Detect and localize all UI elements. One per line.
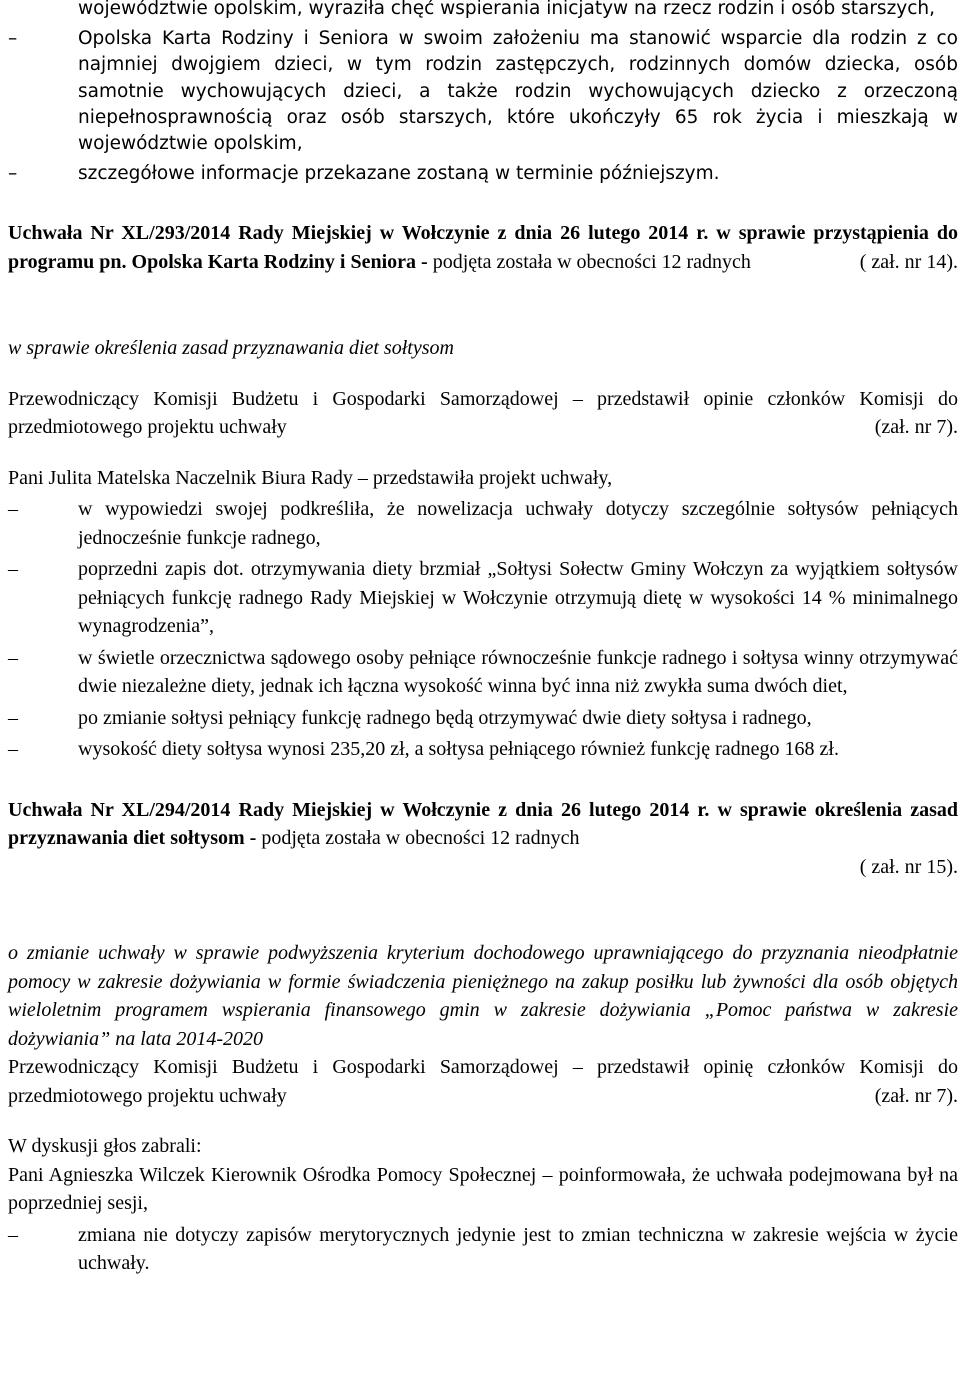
committee-opinion: Przewodniczący Komisji Budżetu i Gospodarki Samorządowej – przedstawił opinie członków Komisji do przedmiotowego projektu uchwały	[8, 387, 958, 439]
section-meals	[8, 939, 958, 1278]
speaker-intro: Pani Julita Matelska Naczelnik Biura Rady – przedstawiła projekt uchwały,	[8, 466, 613, 489]
dash-bullet: –	[8, 498, 18, 521]
dash-bullet: –	[8, 28, 18, 50]
list-item	[8, 495, 958, 552]
list-item-text: Opolska Karta Rodziny i Seniora w swoim założeniu ma stanowić wsparcie dla rodzin z co najmniej dwojgiem dzieci, w tym rodzin zastępczych, rodzinnych domów dziecka, osób samotnie wychowujących dzieci, a także rodzin wychowujących dziecko z orzeczoną niepełnosprawnością oraz osób starszych, które ukończyły 65 rok życia i mieszkają w województwie opolskim,	[78, 28, 958, 155]
list-item-text: zmiana nie dotyczy zapisów merytorycznych jedynie jest to zmian techniczna w zakresie wejścia w życie uchwały.	[78, 1223, 958, 1275]
meals-list	[8, 1221, 958, 1278]
list-item	[8, 161, 958, 187]
speaker-intro: Pani Agnieszka Wilczek Kierownik Ośrodka Pomocy Społecznej – poinformowała, że uchwała podejmowana był na poprzedniej sesji,	[8, 1163, 958, 1215]
attachment-ref: ( zał. nr 14).	[859, 250, 958, 273]
diets-list	[8, 495, 958, 764]
resolution-result: podjęta została w obecności 12 radnych	[427, 250, 751, 273]
dash-bullet: –	[8, 1223, 18, 1246]
list-item	[8, 704, 958, 733]
dash-bullet: –	[8, 738, 18, 761]
list-item	[8, 644, 958, 701]
list-item	[8, 0, 958, 22]
dash-bullet: –	[8, 163, 18, 185]
section-title: w sprawie określenia zasad przyznawania diet sołtysom	[8, 337, 454, 360]
section-title: o zmianie uchwały w sprawie podwyższenia kryterium dochodowego uprawniającego do przyznania nieodpłatnie pomocy w zakresie dożywiania w formie świadczenia pieniężnego na zakup posiłku lub żywności dla osób objętych wieloletnim programem wspierania finansowego gmin w zakresie dożywiania „Pomoc państwa w zakresie dożywiania” na lata 2014-2020	[8, 942, 958, 1050]
discussion-label: W dyskusji głos zabrali:	[8, 1135, 202, 1158]
resolution-294	[8, 796, 958, 882]
resolution-293	[8, 219, 958, 276]
list-item	[8, 1221, 958, 1278]
attachment-ref: (zał. nr 7).	[874, 1084, 958, 1107]
document-page	[8, 0, 958, 1278]
list-item-text: w wypowiedzi swojej podkreśliła, że nowelizacja uchwały dotyczy szczególnie sołtysów pełniących jednocześnie funkcje radnego,	[78, 498, 958, 549]
list-item-text: województwie opolskim, wyraziła chęć wspierania inicjatyw na rzecz rodzin i osób starszych,	[78, 0, 936, 19]
resolution-title: Uchwała Nr XL/294/2014 Rady Miejskiej w Wołczynie z dnia 26 lutego 2014 r. w sprawie określenia zasad przyznawania diet sołtysom -	[8, 798, 958, 850]
list-item-text: po zmianie sołtysi pełniący funkcję radnego będą otrzymywać dwie diety sołtysa i radnego,	[78, 706, 812, 729]
dash-bullet: –	[8, 558, 18, 581]
list-item-text: poprzedni zapis dot. otrzymywania diety brzmiał „Sołtysi Sołectw Gminy Wołczyn za wyjątkiem sołtysów pełniących funkcję radnego Rady Miejskiej w Wołczynie otrzymują dietę w wysokości 14 % minimalnego wynagrodzenia”,	[78, 558, 958, 638]
list-item	[8, 555, 958, 641]
list-item-text: w świetle orzecznictwa sądowego osoby pełniące równocześnie funkcje radnego i sołtysa winny otrzymywać dwie niezależne diety, jednak ich łączna wysokość winna być inna niż zwykła suma dwóch diet,	[78, 646, 958, 698]
top-list	[8, 0, 958, 187]
committee-opinion: Przewodniczący Komisji Budżetu i Gospodarki Samorządowej – przedstawił opinię członków Komisji do przedmiotowego projektu uchwały	[8, 1056, 958, 1107]
resolution-result: podjęta została w obecności 12 radnych	[256, 827, 580, 850]
list-item-text: szczegółowe informacje przekazane zostaną w terminie późniejszym.	[78, 163, 720, 185]
attachment-ref: (zał. nr 7).	[874, 416, 958, 439]
section-diets	[8, 334, 958, 764]
list-item	[8, 26, 958, 157]
list-item	[8, 735, 958, 764]
resolution-title: Uchwała Nr XL/293/2014 Rady Miejskiej w Wołczynie z dnia 26 lutego 2014 r. w sprawie przystąpienia do programu pn. Opolska Karta Rodziny i Seniora -	[8, 222, 958, 273]
dash-bullet: –	[8, 646, 18, 669]
attachment-ref: ( zał. nr 15).	[859, 855, 958, 878]
list-item-text: wysokość diety sołtysa wynosi 235,20 zł, a sołtysa pełniącego również funkcję radnego 168 zł.	[78, 738, 839, 761]
dash-bullet: –	[8, 706, 18, 729]
